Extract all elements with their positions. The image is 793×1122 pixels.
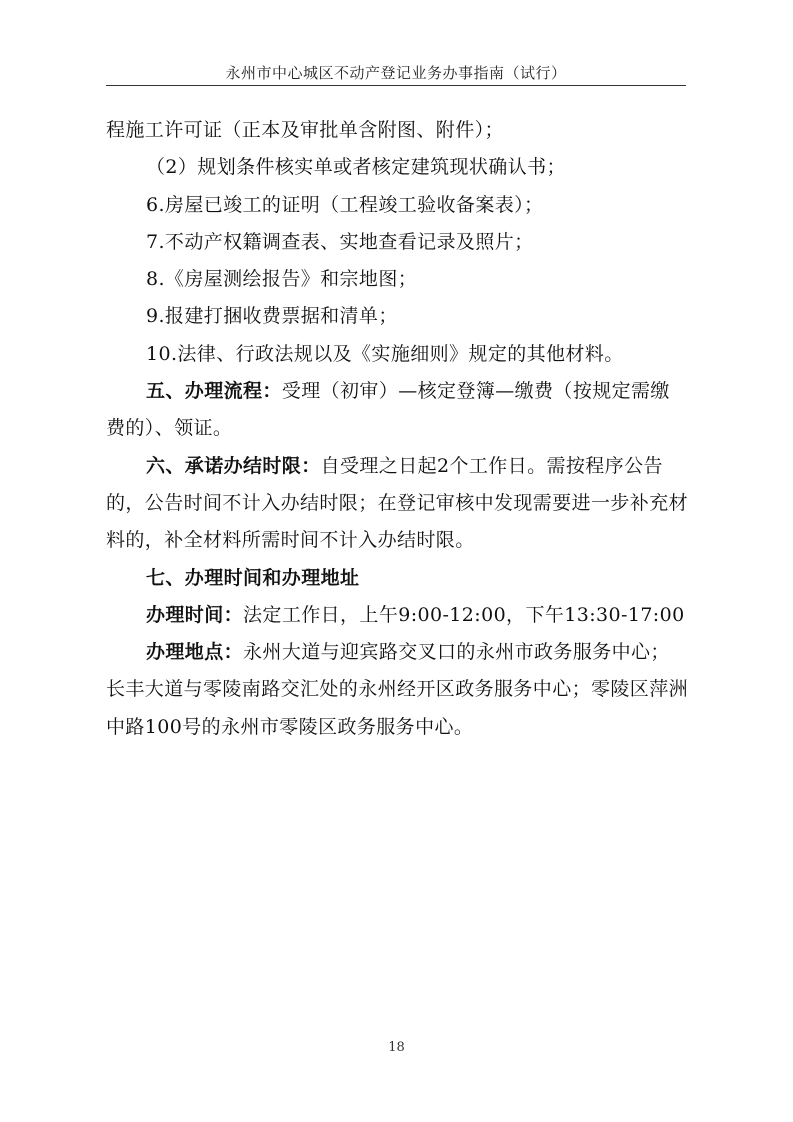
document-body [106,112,688,746]
section-time-limit-text: 自受理之日起2个工作日。需按程序公告的，公告时间不计入办结时限；在登记审核中发现需要进一步补充材料的，补全材料所需时间不计入办结时限。 [106,454,689,552]
list-item-8: 8.《房屋测绘报告》和宗地图； [146,268,418,291]
section-process-text: 受理（初审）—核定登簿—缴费（按规定需缴费的）、领证。 [106,380,670,440]
page-header: 永州市中心城区不动产登记业务办事指南（试行） [225,64,567,82]
header-divider [106,85,686,86]
office-hours [106,597,688,634]
paragraph-line2: （2）规划条件核实单或者核定建筑现状确认书； [146,156,566,179]
section-process-heading: 五、办理流程： [146,380,282,403]
page-number: 18 [388,1040,405,1055]
section-process [106,373,688,448]
section-time-limit [106,448,688,560]
office-address-label: 办理地点： [146,641,244,664]
office-address-text: 永州大道与迎宾路交叉口的永州市政务服务中心；长丰大道与零陵南路交汇处的永州经开区政务服务中心；零陵区萍洲中路100号的永州市零陵区政务服务中心。 [106,641,689,738]
list-item-7: 7.不动产权籍调查表、实地查看记录及照片； [146,230,534,253]
section-hours-address-heading: 七、办理时间和办理地址 [146,566,360,589]
list-item-6: 6.房屋已竣工的证明（工程竣工验收备案表）； [146,193,544,216]
office-hours-text: 法定工作日，上午9:00-12:00，下午13:30-17:00 [243,603,685,626]
office-address [106,634,688,746]
section-time-limit-heading: 六、承诺办结时限： [146,454,321,477]
paragraph-line1: 程施工许可证（正本及审批单含附图、附件）； [106,119,504,141]
list-item-9: 9.报建打捆收费票据和清单； [146,305,398,328]
office-hours-label: 办理时间： [146,603,244,626]
list-item-10: 10.法律、行政法规以及《实施细则》规定的其他材料。 [146,342,624,365]
